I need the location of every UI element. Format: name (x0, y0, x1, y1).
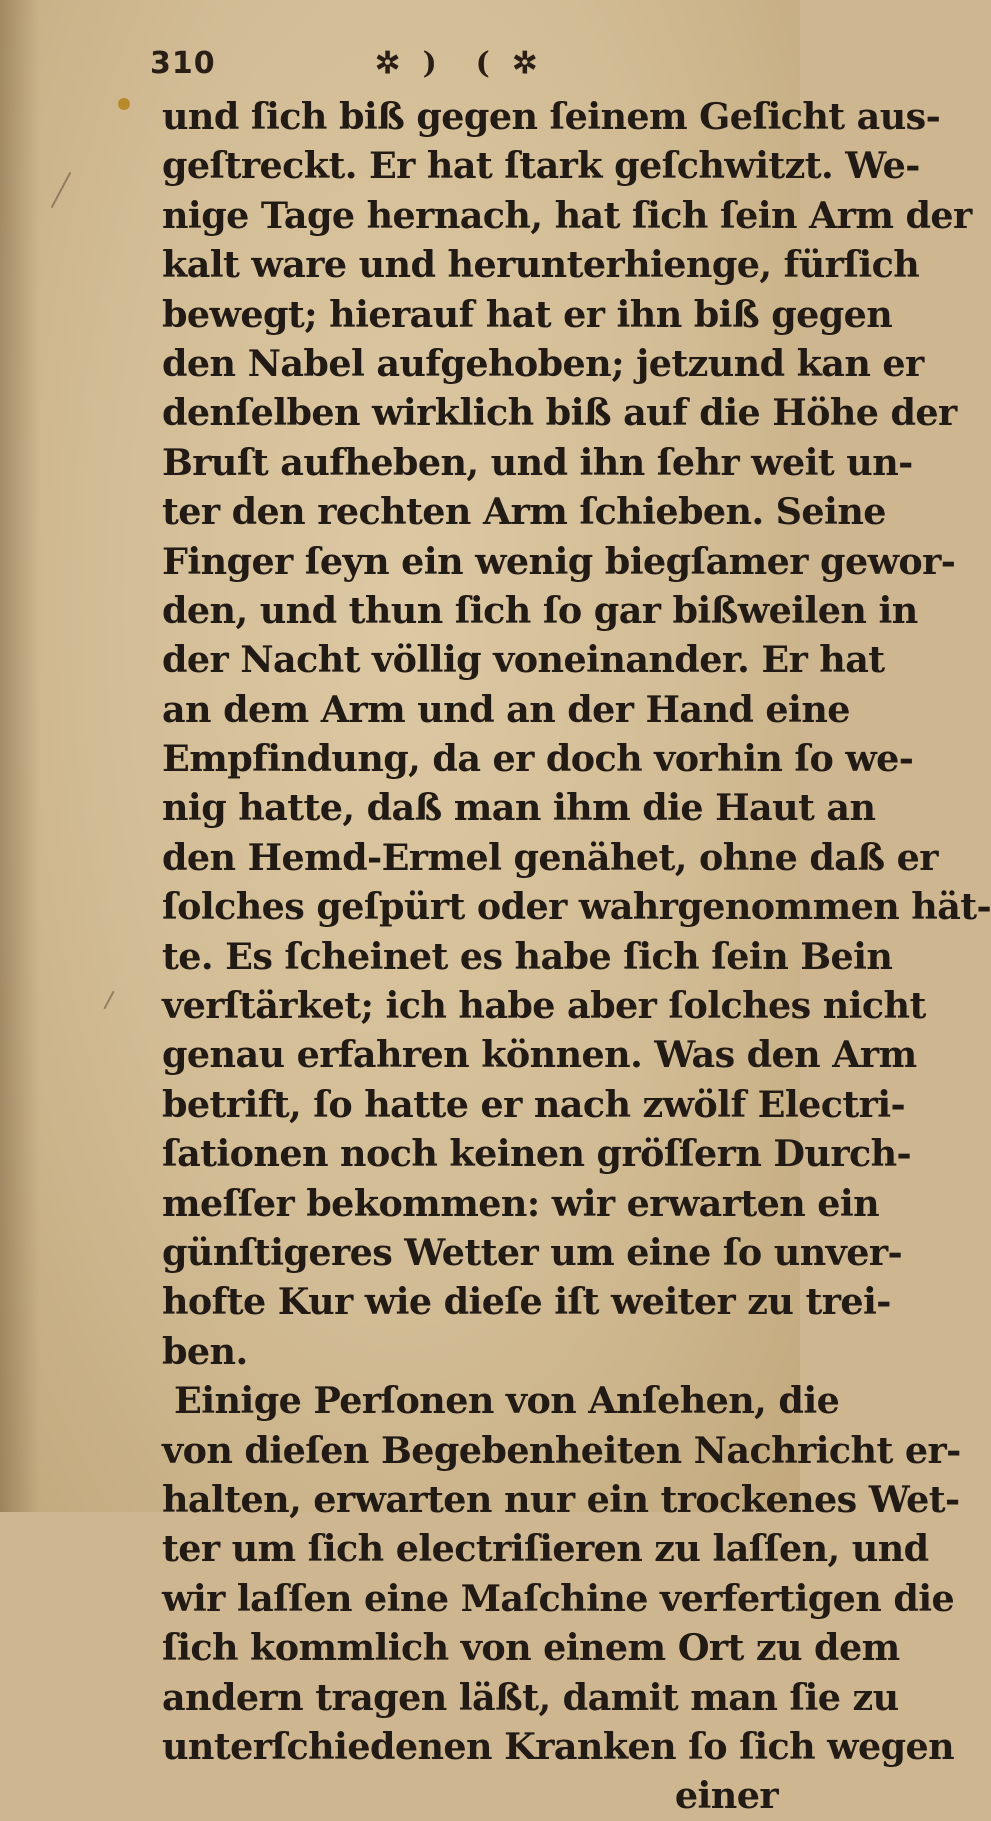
text-line: den Hemd-Ermel genähet, ohne daß er (162, 835, 938, 879)
text-line: der Nacht völlig voneinander. Er hat (162, 638, 885, 682)
text-line: betrift, ſo hatte er nach zwölf Electri- (162, 1082, 906, 1126)
margin-pencil-stroke (103, 991, 114, 1010)
page-edge-shadow (0, 0, 40, 1512)
text-line: Finger ſeyn ein wenig biegſamer gewor- (162, 539, 956, 583)
text-line: nige Tage hernach, hat ſich ſein Arm der (162, 193, 972, 237)
text-line: geſtreckt. Er hat ſtark geſchwitzt. We- (162, 144, 920, 188)
text-line: günſtigeres Wetter um eine ſo unver- (162, 1230, 903, 1274)
text-line: ter um ſich electriſieren zu laſſen, und (162, 1527, 929, 1571)
text-line: genau erfahren können. Was den Arm (162, 1033, 917, 1077)
text-line: den Nabel aufgehoben; jetzund kan er (162, 341, 924, 385)
header-ornament: ✲ ) ( ✲ (375, 46, 544, 81)
text-line: nig hatte, daß man ihm die Haut an (162, 786, 876, 830)
margin-pencil-stroke (51, 172, 72, 208)
text-line: Bruſt aufheben, und ihn ſehr weit un- (162, 440, 913, 484)
text-line: meſſer bekommen: wir erwarten ein (162, 1181, 880, 1225)
text-line: halten, erwarten nur ein trockenes Wet- (162, 1477, 960, 1521)
text-line: von dieſen Begebenheiten Nachricht er- (162, 1428, 961, 1472)
page-number: 310 (150, 46, 216, 81)
text-line: ſationen noch keinen gröſſern Durch- (162, 1132, 912, 1176)
text-line: hofte Kur wie dieſe iſt weiter zu trei- (162, 1280, 891, 1324)
page-header (150, 46, 630, 94)
text-line: kalt ware und herunterhienge, fürſich (162, 243, 920, 287)
text-line: Empfindung, da er doch vorhin ſo we- (162, 737, 914, 781)
text-line: denſelben wirklich biß auf die Höhe der (162, 391, 957, 435)
body-text (162, 92, 991, 1821)
text-line: te. Es ſcheinet es habe ſich ſein Bein (162, 934, 893, 978)
text-line: verſtärket; ich habe aber ſolches nicht (162, 984, 926, 1028)
text-line: andern tragen läßt, damit man ſie zu (162, 1675, 899, 1719)
text-line: unterſchiedenen Kranken ſo ſich wegen (162, 1724, 955, 1768)
text-line: ben. (162, 1329, 248, 1373)
catchword: einer (674, 1774, 778, 1818)
text-line: Einige Perſonen von Anſehen, die (174, 1379, 840, 1423)
text-line: ſich kommlich von einem Ort zu dem (162, 1626, 900, 1670)
margin-ink-dot (118, 98, 130, 110)
text-line: bewegt; hierauf hat er ihn biß gegen (162, 292, 893, 336)
text-line: an dem Arm und an der Hand eine (162, 687, 850, 731)
text-line: und ſich biß gegen ſeinem Geſicht aus- (162, 95, 941, 138)
text-line: ter den rechten Arm ſchieben. Seine (162, 490, 886, 534)
text-line: den, und thun ſich ſo gar bißweilen in (162, 588, 918, 632)
text-line: wir laſſen eine Maſchine verfertigen die (162, 1576, 955, 1620)
text-line: ſolches geſpürt oder wahrgenommen hät- (162, 885, 991, 929)
